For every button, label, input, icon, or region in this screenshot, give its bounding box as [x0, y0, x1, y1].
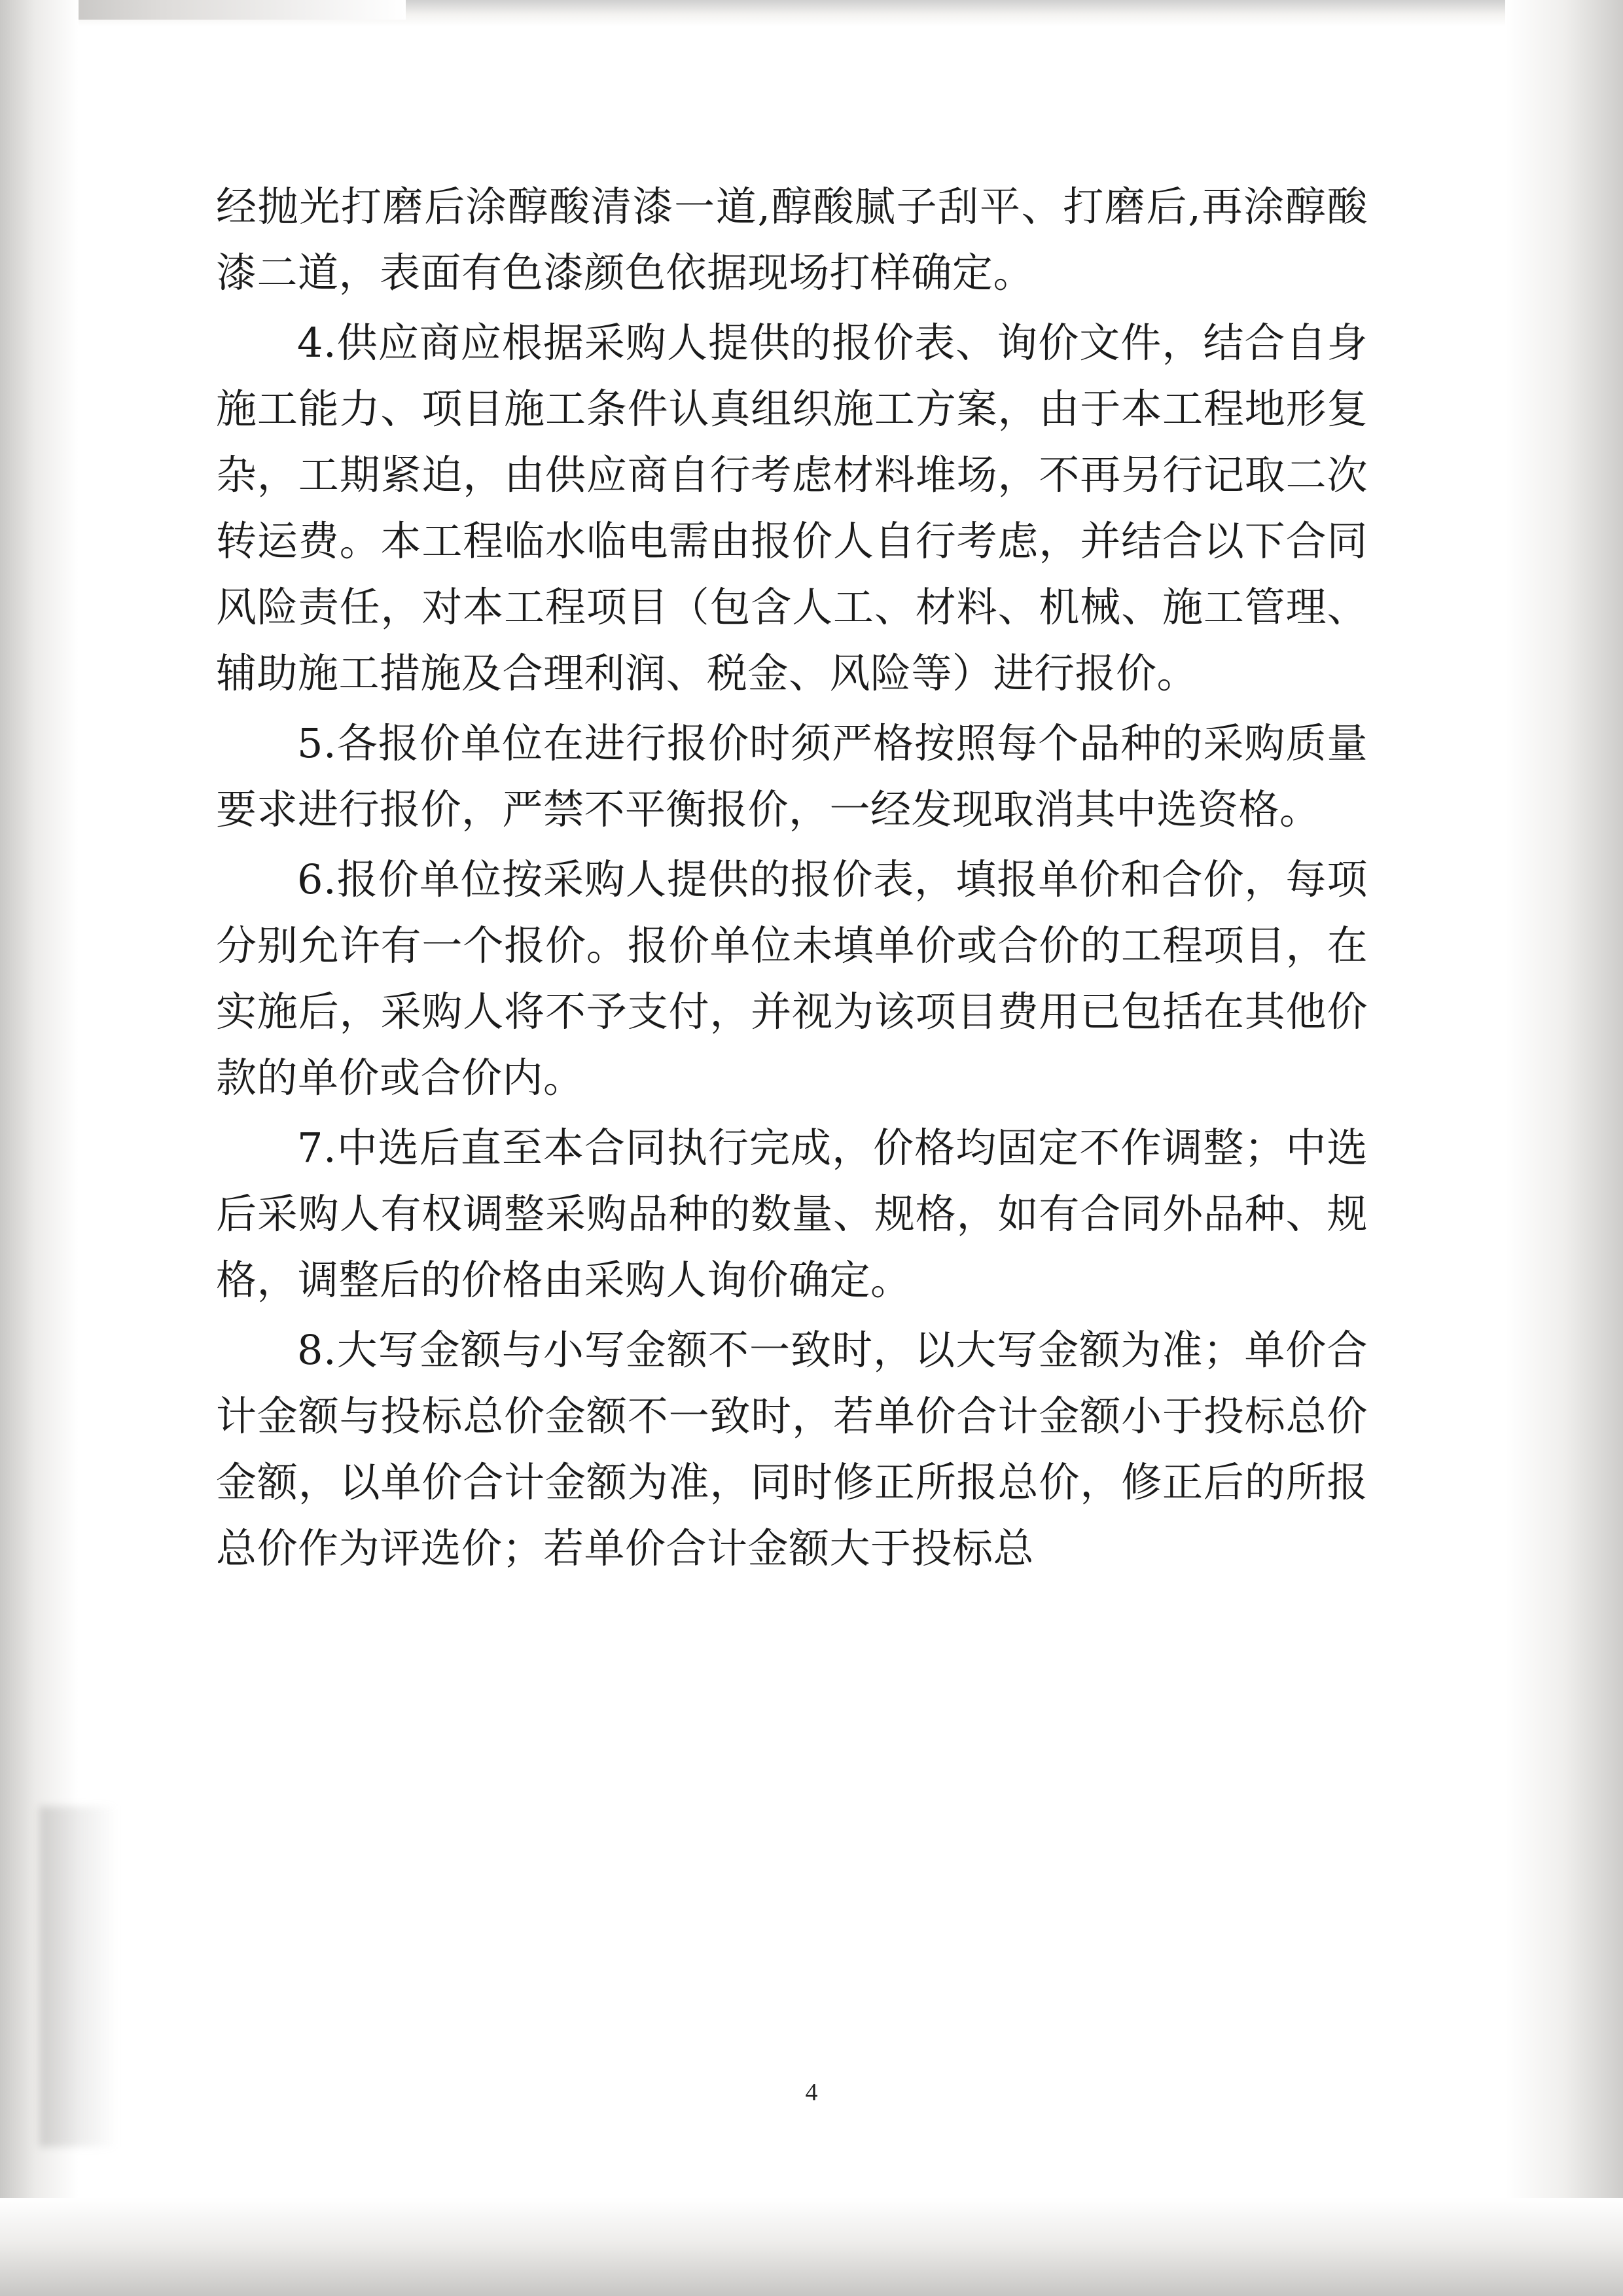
scan-shadow-bottom — [0, 2198, 1623, 2296]
document-body — [216, 173, 1368, 1585]
page-number: 4 — [805, 2079, 818, 2106]
paragraph-item-5: 5.各报价单位在进行报价时须严格按照每个品种的采购质量要求进行报价，严禁不平衡报价，一经发现取消其中选资格。 — [216, 719, 1368, 833]
scan-shadow-top — [0, 0, 1623, 26]
paragraph-item-7: 7.中选后直至本合同执行完成，价格均固定不作调整；中选后采购人有权调整采购品种的数量、规格，如有合同外品种、规格，调整后的价格由采购人询价确定。 — [216, 1124, 1368, 1304]
scan-shadow-left — [0, 0, 79, 2296]
scan-shadow-right — [1505, 0, 1623, 2296]
paragraph-item-6: 6.报价单位按采购人提供的报价表，填报单价和合价，每项分别允许有一个报价。报价单位未填单价或合价的工程项目，在实施后，采购人将不予支付，并视为该项目费用已包括在其他价款的单价或合价内。 — [216, 855, 1368, 1102]
scan-shadow-top-left — [0, 0, 406, 20]
paragraph-item-4: 4.供应商应根据采购人提供的报价表、询价文件，结合自身施工能力、项目施工条件认真组织施工方案，由于本工程地形复杂，工期紧迫，由供应商自行考虑材料堆场，不再另行记取二次转运费。本工程临水临电需由报价人自行考虑，并结合以下合同风险责任，对本工程项目（包含人工、材料、机械、施工管理、辅助施工措施及合理利润、税金、风险等）进行报价。 — [216, 319, 1368, 697]
paragraph-item-8: 8.大写金额与小写金额不一致时，以大写金额为准；单价合计金额与投标总价金额不一致时，若单价合计金额小于投标总价金额，以单价合计金额为准，同时修正所报总价，修正后的所报总价作为评选价；若单价合计金额大于投标总 — [216, 1326, 1368, 1572]
paragraph-continuation: 经抛光打磨后涂醇酸清漆一道,醇酸腻子刮平、打磨后,再涂醇酸漆二道，表面有色漆颜色依据现场打样确定。 — [216, 183, 1368, 296]
